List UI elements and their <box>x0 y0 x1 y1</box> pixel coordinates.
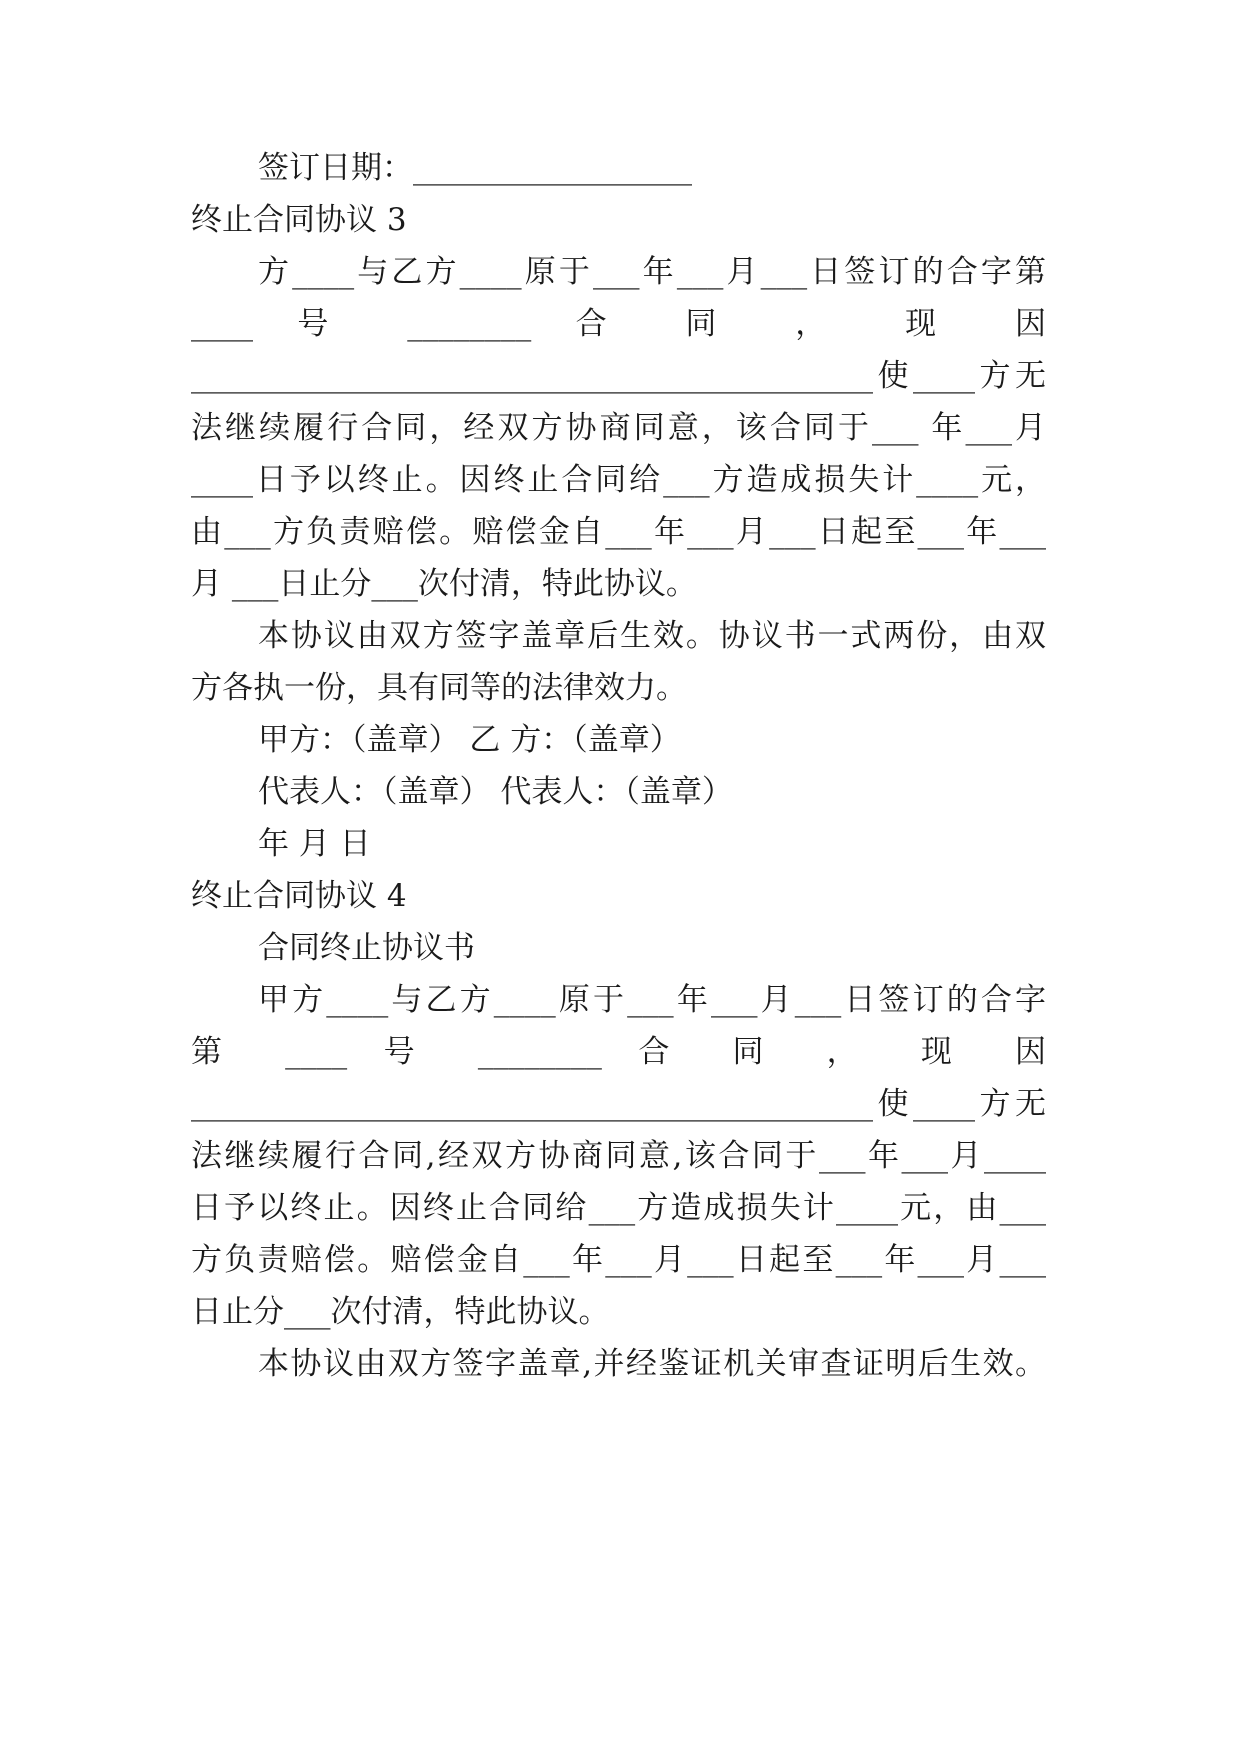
party-seal-line: 甲方：（盖章） 乙 方：（盖章） <box>258 722 681 758</box>
paragraph-line: ____ 号 ________ 合 同 ， 现 因 <box>191 306 1046 342</box>
paragraph-line: 方各执一份，具有同等的法律效力。 <box>191 670 687 706</box>
representative-seal-line: 代表人：（盖章） 代表人：（盖章） <box>258 774 733 810</box>
paragraph-line: 甲方____与乙方____原于___年___月___日签订的合字 <box>258 982 1046 1018</box>
paragraph-line: 法继续履行合同，经双方协商同意，该合同于___ 年___月 <box>191 410 1046 446</box>
section-heading-agreement-3: 终止合同协议 3 <box>191 202 407 238</box>
paragraph-line: 第 ____ 号 ________ 合 同 ， 现 因 <box>191 1034 1046 1070</box>
paragraph-line: 本协议由双方签字盖章,并经鉴证机关审查证明后生效。 <box>258 1346 1046 1382</box>
paragraph-line: ____________________________________________使____方无 <box>191 358 1046 394</box>
paragraph-line: 日止分___次付清，特此协议。 <box>191 1294 610 1330</box>
paragraph-line: 日予以终止。因终止合同给___方造成损失计____元，由___ <box>191 1190 1046 1226</box>
paragraph-line: 由___方负责赔偿。赔偿金自___年___月___日起至___年___ <box>191 514 1046 550</box>
paragraph-line: 月 ___日止分___次付清，特此协议。 <box>191 566 697 602</box>
paragraph-line: ____________________________________________使____方无 <box>191 1086 1046 1122</box>
paragraph-line: 方____与乙方____原于___年___月___日签订的合字第 <box>258 254 1046 290</box>
section-heading-agreement-4: 终止合同协议 4 <box>191 878 407 914</box>
document-title: 合同终止协议书 <box>258 930 475 966</box>
signing-date-line: 签订日期：__________________ <box>258 150 692 186</box>
date-line: 年 月 日 <box>258 826 371 862</box>
paragraph-line: ____日予以终止。因终止合同给___方造成损失计____元， <box>191 462 1046 498</box>
paragraph-line: 方负责赔偿。赔偿金自___年___月___日起至___年___月___ <box>191 1242 1046 1278</box>
paragraph-line: 本协议由双方签字盖章后生效。协议书一式两份，由双 <box>258 618 1046 654</box>
paragraph-line: 法继续履行合同,经双方协商同意,该合同于___年___月____ <box>191 1138 1046 1174</box>
